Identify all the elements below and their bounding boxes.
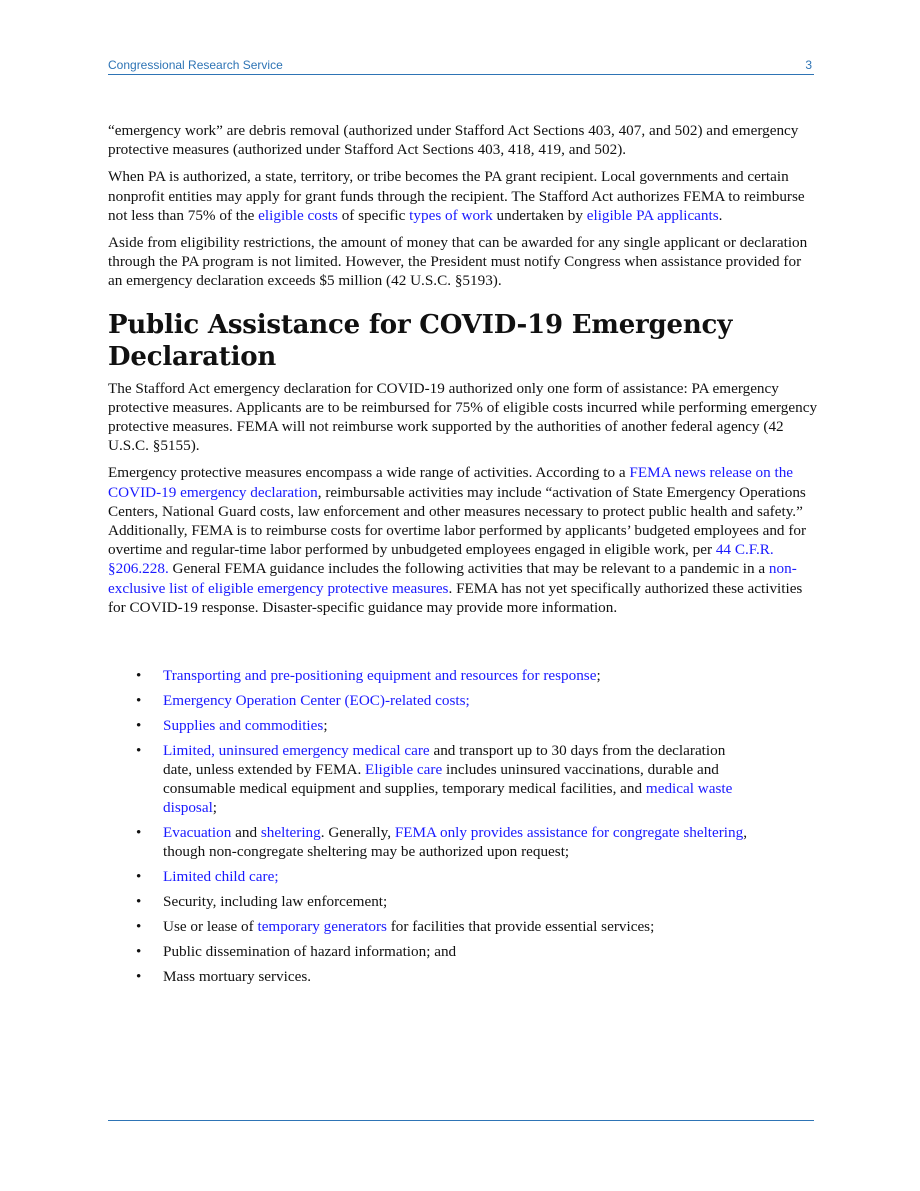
- text-span: of specific: [337, 206, 410, 224]
- text-span: and transport up to 30 days from the declaration date, unless extended by FEMA.: [163, 741, 726, 778]
- text-span: ;: [596, 667, 601, 684]
- bullet-icon: •: [136, 893, 142, 911]
- link-medical-waste-disposal[interactable]: medical waste disposal: [163, 780, 733, 817]
- bullet-icon: •: [136, 967, 142, 985]
- text-span: Emergency protective measures encompass a wide range of activities. According to a: [108, 464, 630, 482]
- list-item: [108, 892, 748, 911]
- list-item: [108, 741, 748, 818]
- list-item: [108, 967, 748, 986]
- link-limited-child-care[interactable]: Limited child care;: [163, 868, 279, 886]
- link-cfr-206-228[interactable]: 44 C.F.R. §206.228.: [108, 541, 774, 578]
- text-span: , though non-congregate sheltering may be authorized upon request;: [163, 824, 748, 861]
- text-span: ;: [212, 799, 218, 817]
- bullet-icon: •: [136, 741, 142, 759]
- text-span: Use or lease of: [163, 918, 258, 936]
- bullet-icon: •: [136, 691, 142, 709]
- text-span: . Generally,: [320, 824, 395, 842]
- footer-divider: [108, 1120, 814, 1121]
- link-sheltering[interactable]: sheltering: [260, 824, 321, 842]
- link-supplies-commodities[interactable]: Supplies and commodities: [163, 716, 324, 734]
- text-span: Public dissemination of hazard information; and: [163, 942, 457, 960]
- link-types-of-work[interactable]: types of work: [409, 206, 493, 224]
- list-item: [108, 691, 748, 710]
- text-span: includes uninsured vaccinations, durable and consumable medical equipment and supplies, temporary medical facilities, and: [163, 760, 719, 798]
- link-temporary-generators[interactable]: temporary generators: [257, 918, 387, 936]
- link-transporting-equipment[interactable]: Transporting and pre-positioning equipment and resources for response: [163, 667, 597, 684]
- text-span: Mass mortuary services.: [163, 967, 312, 985]
- text-span: When PA is authorized, a state, territory, or tribe becomes the PA grant recipient. Local governments and certain nonprofit entities may apply for grant funds through the recipient. The Stafford Act authorizes FEMA to reimburse not less than 75% of the: [108, 168, 805, 224]
- text-span: Security, including law enforcement;: [163, 893, 388, 911]
- list-item: [108, 867, 748, 886]
- bullet-icon: •: [136, 918, 142, 936]
- list-item: [108, 823, 748, 861]
- text-span: for facilities that provide essential services;: [386, 918, 655, 936]
- bullet-icon: •: [136, 824, 142, 842]
- link-evacuation[interactable]: Evacuation: [163, 824, 232, 842]
- link-medical-care[interactable]: Limited, uninsured emergency medical care: [163, 741, 430, 759]
- page-header: [108, 57, 814, 75]
- link-fema-news-release[interactable]: FEMA news release on the COVID-19 emergency declaration: [108, 464, 794, 501]
- paragraph-stafford-covid: The Stafford Act emergency declaration for COVID-19 authorized only one form of assistance: PA emergency protective measures. Applicants are to be reimbursed for 75% of eligible costs incurred while performing emergency protective measures. FEMA will not reimburse work supported by the authorities of another federal agency (42 U.S.C. §5155).: [108, 379, 818, 455]
- list-item: [108, 942, 748, 961]
- text-span: and: [231, 824, 261, 842]
- bullet-icon: •: [136, 868, 142, 886]
- paragraph-pa-authorized: [108, 167, 818, 225]
- link-non-exclusive-list[interactable]: non-exclusive list of eligible emergency protective measures: [108, 560, 797, 597]
- list-item: [108, 917, 748, 936]
- bullet-icon: •: [136, 667, 142, 684]
- paragraph-eligibility-restrictions: Aside from eligibility restrictions, the amount of money that can be awarded for any single applicant or declaration through the PA program is not limited. However, the President must notify Congress when assistance provided for an emergency declaration exceeds $5 million (42 U.S.C. §5193).: [108, 234, 808, 290]
- link-eoc-costs[interactable]: Emergency Operation Center (EOC)-related costs;: [163, 691, 470, 709]
- link-eligible-pa-applicants[interactable]: eligible PA applicants: [586, 206, 719, 224]
- bullet-icon: •: [136, 942, 142, 960]
- list-item: [108, 666, 748, 685]
- link-congregate-sheltering[interactable]: FEMA only provides assistance for congregate sheltering: [394, 824, 744, 842]
- header-org-name: Congressional Research Service: [108, 58, 283, 72]
- bullet-icon: •: [136, 716, 142, 734]
- text-span: , reimbursable activities may include “activation of State Emergency Operations Centers, National Guard costs, law enforcement and other measures necessary to protect public health and safety.” Additionally, FEMA is to reimburse costs for overtime labor performed by applicants’ budgeted employees and for overtime and regular-time labor performed by unbudgeted employees engaged in eligible work, per: [108, 483, 807, 559]
- page-number: 3: [805, 58, 812, 72]
- list-item: [108, 716, 748, 735]
- text-span: . FEMA has not yet specifically authorized these activities for COVID-19 response. Disaster-specific guidance may provide more information.: [108, 579, 803, 616]
- section-heading: Public Assistance for COVID-19 Emergency Declaration: [108, 309, 733, 372]
- link-eligible-costs[interactable]: eligible costs: [258, 206, 338, 224]
- link-eligible-care[interactable]: Eligible care: [365, 760, 443, 778]
- text-span: undertaken by: [492, 206, 587, 224]
- paragraph-protective-measures: [108, 463, 818, 617]
- eligible-activities-list: [108, 666, 748, 992]
- text-span: General FEMA guidance includes the following activities that may be relevant to a pandemic in a: [168, 560, 769, 578]
- text-span: .: [718, 206, 723, 224]
- text-span: ;: [323, 716, 328, 734]
- paragraph-emergency-work: “emergency work” are debris removal (authorized under Stafford Act Sections 403, 407, and 502) and emergency protective measures (authorized under Stafford Act Sections 403, 418, 419, and 502).: [108, 122, 799, 159]
- document-body: [108, 121, 818, 625]
